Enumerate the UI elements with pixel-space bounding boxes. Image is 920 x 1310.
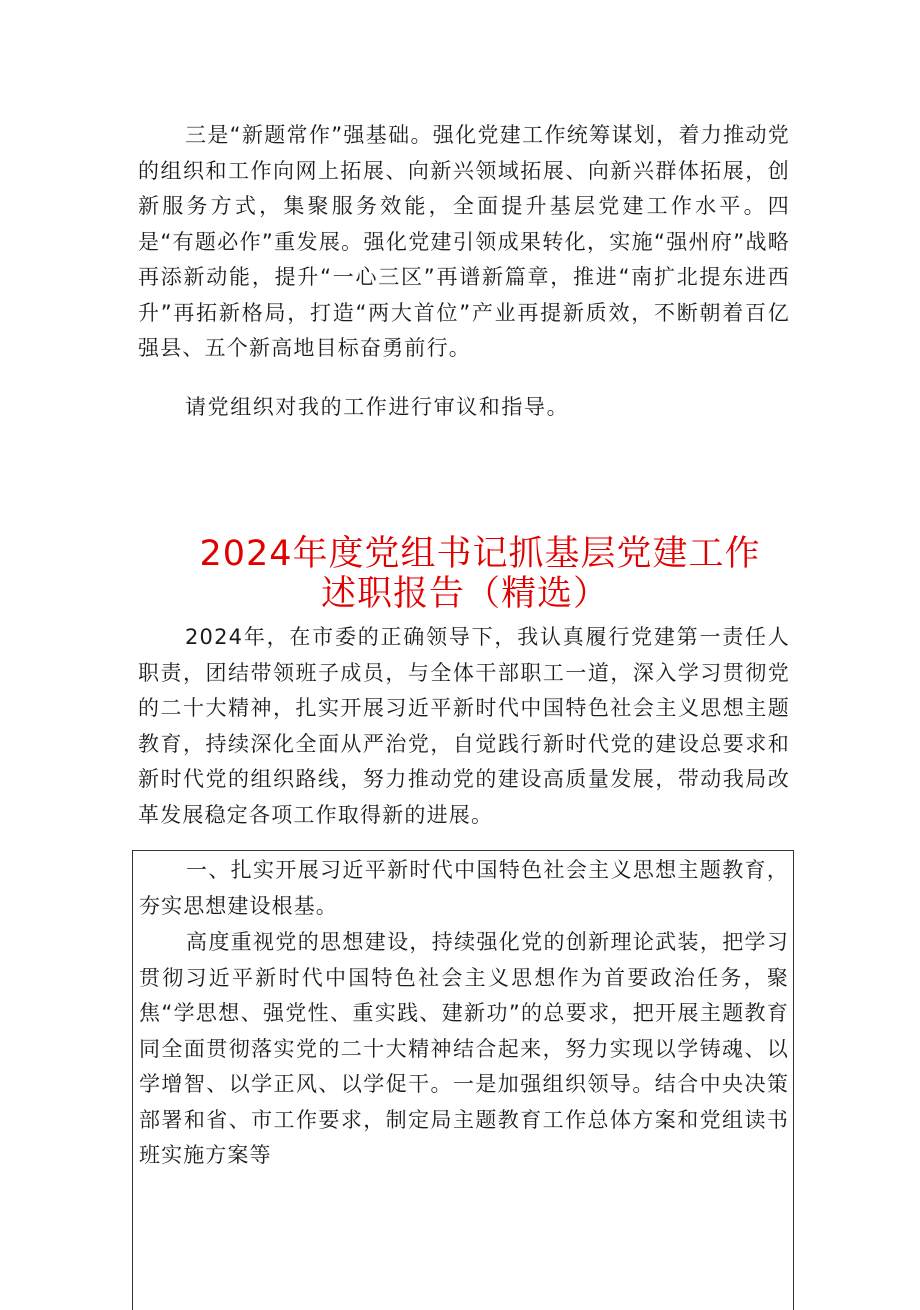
report-title-line-1: 2024年度党组书记抓基层党建工作 bbox=[199, 534, 761, 574]
report-title-line-2: 述职报告（精选） bbox=[320, 574, 609, 614]
paragraph-tasks: 三是“新题常作”强基础。强化党建工作统筹谋划，着力推动党的组织和工作向网上拓展、向新兴领域拓展、向新兴群体拓展，创新服务方式，集聚服务效能，全面提升基层党建工作水平。四是“有题必作”重发展。强化党建引领成果转化，实施“强州府”战略再添新动能，提升“一心三区”再谱新篇章，推进“南扩北提东进西升”再拓新格局，打造“两大首位”产业再提新质效，不断朝着百亿强县、五个新高地目标奋勇前行。 bbox=[138, 123, 790, 360]
paragraph-closing: 请党组织对我的工作进行审议和指导。 bbox=[185, 395, 570, 419]
paragraph-intro: 2024年，在市委的正确领导下，我认真履行党建第一责任人职责，团结带领班子成员，与全体干部职工一道，深入学习贯彻党的二十大精神，扎实开展习近平新时代中国特色社会主义思想主题教育，持续深化全面从严治党，自觉践行新时代党的建设总要求和新时代党的组织路线，努力推动党的建设高质量发展，带动我局改革发展稳定各项工作取得新的进展。 bbox=[138, 625, 790, 827]
section-body-1: 高度重视党的思想建设，持续强化党的创新理论武装，把学习贯彻习近平新时代中国特色社会主义思想作为首要政治任务，聚焦“学思想、强党性、重实践、建新功”的总要求，把开展主题教育同全面贯彻落实党的二十大精神结合起来，努力实现以学铸魂、以学增智、以学正风、以学促干。一是加强组织领导。结合中央决策部署和省、市工作要求，制定局主题教育工作总体方案和党组读书班实施方案等 bbox=[139, 930, 789, 1167]
bordered-section bbox=[132, 850, 794, 1310]
report-title bbox=[130, 534, 830, 614]
section-heading-1: 一、扎实开展习近平新时代中国特色社会主义思想主题教育，夯实思想建设根基。 bbox=[139, 858, 789, 918]
